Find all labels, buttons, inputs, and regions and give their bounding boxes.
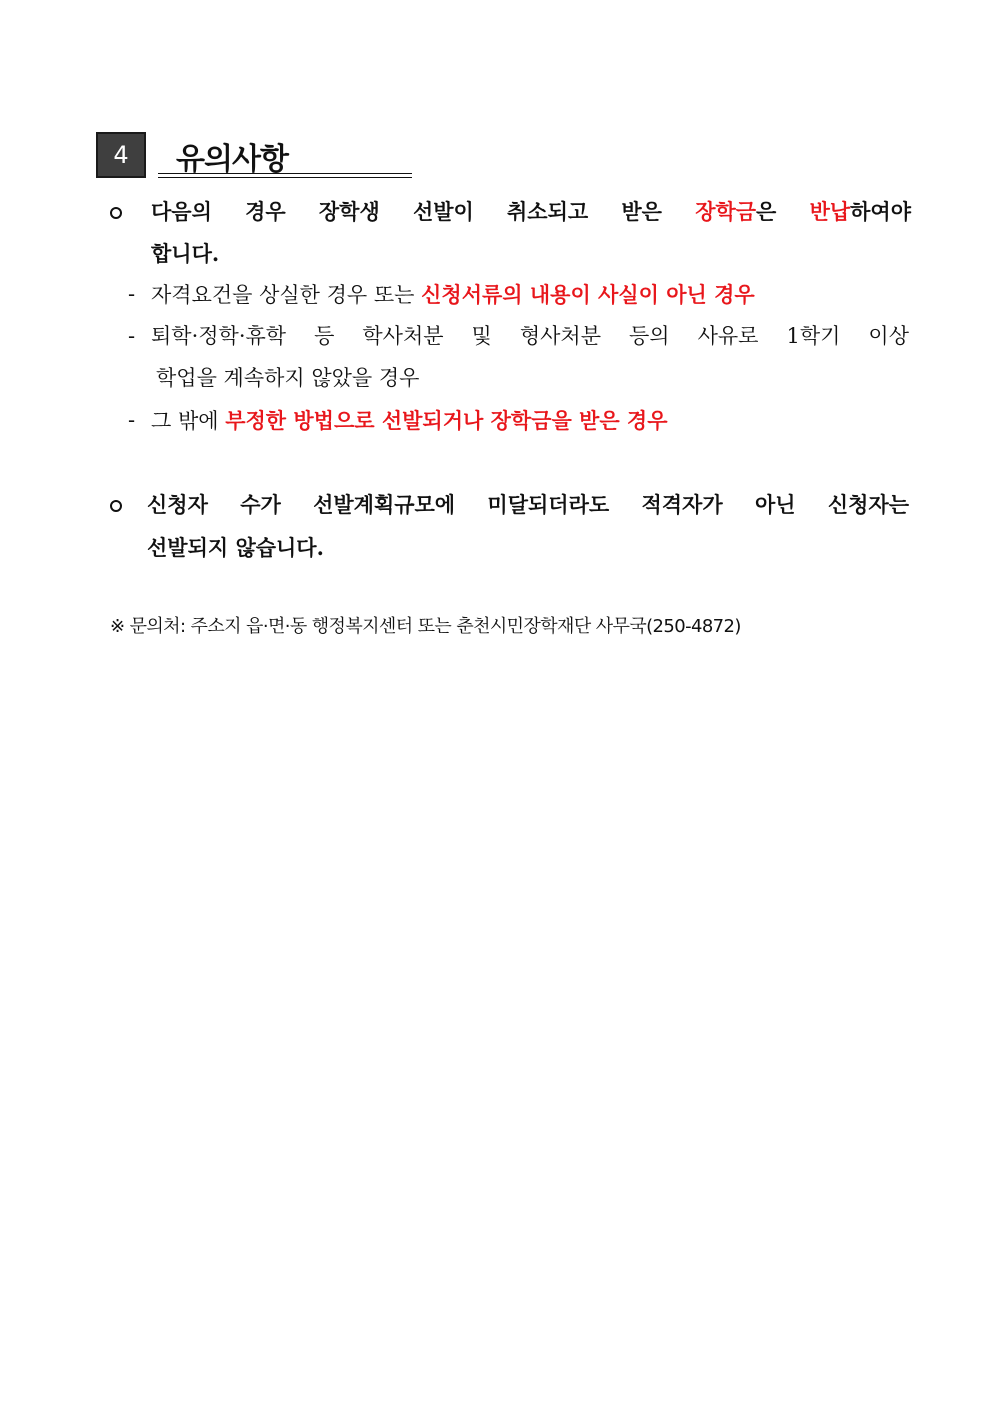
sub2-dash: - xyxy=(128,324,136,348)
sub2-line2: 학업을 계속하지 않았을 경우 xyxy=(156,366,420,390)
sub3-dash: - xyxy=(128,408,136,432)
sub3-text: 그 밖에 부정한 방법으로 선발되거나 장학금을 받은 경우 xyxy=(151,408,668,433)
item2-line1: 신청자 수가 선발계획규모에 미달되더라도 적격자가 아닌 신청자는 xyxy=(147,492,909,517)
circle-bullet-icon xyxy=(110,207,122,219)
section-title: 유의사항 xyxy=(176,142,288,177)
item2-line2: 선발되지 않습니다. xyxy=(147,535,324,560)
title-underline-double xyxy=(158,177,412,178)
sub1-text: 자격요건을 상실한 경우 또는 신청서류의 내용이 사실이 아닌 경우 xyxy=(151,282,755,307)
circle-bullet-icon xyxy=(110,500,122,512)
sub1-dash: - xyxy=(128,282,136,306)
sub2-line1: 퇴학·정학·휴학 등 학사처분 및 형사처분 등의 사유로 1학기 이상 xyxy=(151,324,909,348)
section-header xyxy=(96,132,326,182)
item1-line1: 다음의 경우 장학생 선발이 취소되고 받은 장학금은 반납하여야 xyxy=(151,199,911,224)
item1-line2: 합니다. xyxy=(151,241,220,266)
contact-note: ※ 문의처: 주소지 읍·면·동 행정복지센터 또는 춘천시민장학재단 사무국(250-4872) xyxy=(110,616,741,637)
section-number: 4 xyxy=(96,132,146,178)
title-underline xyxy=(158,173,412,174)
